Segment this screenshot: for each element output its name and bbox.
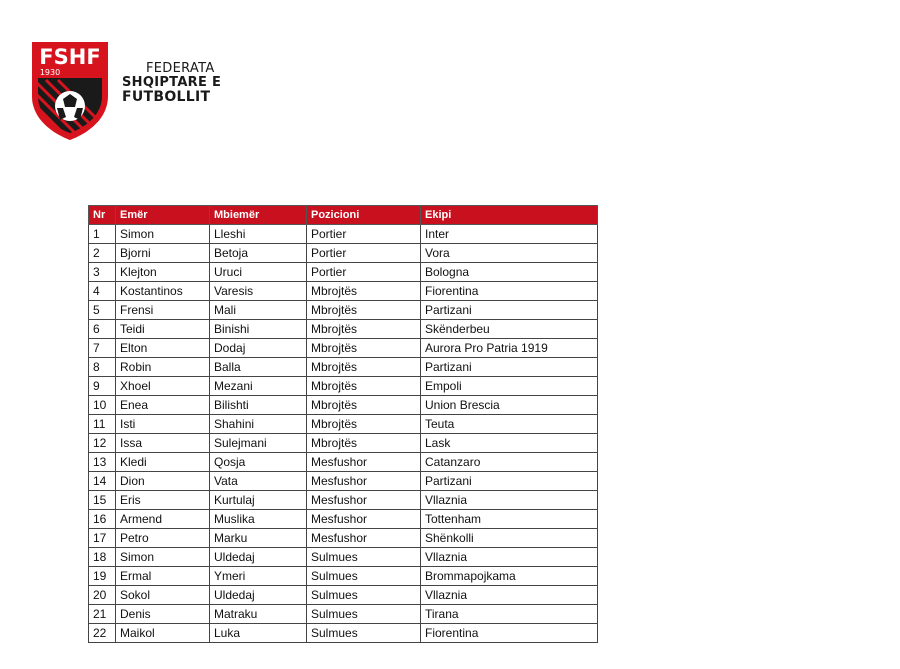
position-cell: Mbrojtës [307, 301, 421, 320]
squad-table [88, 205, 598, 643]
club-cell: Bologna [421, 263, 598, 282]
club-cell: Inter [421, 225, 598, 244]
position-cell: Sulmues [307, 586, 421, 605]
last-name-cell: Matraku [210, 605, 307, 624]
first-name-cell: Ermal [116, 567, 210, 586]
last-name-cell: Sulejmani [210, 434, 307, 453]
position-cell: Mbrojtës [307, 396, 421, 415]
club-cell: Vllaznia [421, 548, 598, 567]
club-cell: Vora [421, 244, 598, 263]
last-name-cell: Mezani [210, 377, 307, 396]
last-name-cell: Ymeri [210, 567, 307, 586]
club-cell: Union Brescia [421, 396, 598, 415]
player-number-cell: 4 [89, 282, 116, 301]
position-cell: Mesfushor [307, 529, 421, 548]
club-cell: Brommapojkama [421, 567, 598, 586]
position-cell: Sulmues [307, 567, 421, 586]
table-row [89, 624, 598, 643]
first-name-cell: Bjorni [116, 244, 210, 263]
position-cell: Mesfushor [307, 510, 421, 529]
column-header-mbiemer: Mbiemër [210, 206, 307, 225]
first-name-cell: Klejton [116, 263, 210, 282]
first-name-cell: Robin [116, 358, 210, 377]
position-cell: Mbrojtës [307, 320, 421, 339]
first-name-cell: Issa [116, 434, 210, 453]
federation-name [122, 62, 221, 104]
table-row [89, 377, 598, 396]
last-name-cell: Kurtulaj [210, 491, 307, 510]
logo-year: 1930 [39, 68, 61, 77]
position-cell: Mbrojtës [307, 415, 421, 434]
table-row [89, 244, 598, 263]
club-cell: Fiorentina [421, 282, 598, 301]
table-row [89, 548, 598, 567]
position-cell: Mbrojtës [307, 434, 421, 453]
player-number-cell: 11 [89, 415, 116, 434]
table-row [89, 434, 598, 453]
club-cell: Tottenham [421, 510, 598, 529]
table-row [89, 396, 598, 415]
club-cell: Fiorentina [421, 624, 598, 643]
last-name-cell: Dodaj [210, 339, 307, 358]
last-name-cell: Uldedaj [210, 586, 307, 605]
player-number-cell: 10 [89, 396, 116, 415]
table-row [89, 605, 598, 624]
player-number-cell: 19 [89, 567, 116, 586]
last-name-cell: Muslika [210, 510, 307, 529]
club-cell: Empoli [421, 377, 598, 396]
first-name-cell: Sokol [116, 586, 210, 605]
last-name-cell: Uruci [210, 263, 307, 282]
position-cell: Mbrojtës [307, 339, 421, 358]
table-row [89, 301, 598, 320]
first-name-cell: Simon [116, 548, 210, 567]
position-cell: Mesfushor [307, 491, 421, 510]
club-cell: Partizani [421, 358, 598, 377]
player-number-cell: 5 [89, 301, 116, 320]
last-name-cell: Marku [210, 529, 307, 548]
first-name-cell: Xhoel [116, 377, 210, 396]
club-cell: Vllaznia [421, 586, 598, 605]
position-cell: Sulmues [307, 605, 421, 624]
player-number-cell: 21 [89, 605, 116, 624]
federation-name-line3: FUTBOLLIT [122, 89, 211, 105]
club-cell: Partizani [421, 301, 598, 320]
club-cell: Catanzaro [421, 453, 598, 472]
player-number-cell: 8 [89, 358, 116, 377]
player-number-cell: 18 [89, 548, 116, 567]
club-cell: Shënkolli [421, 529, 598, 548]
table-row [89, 510, 598, 529]
last-name-cell: Luka [210, 624, 307, 643]
first-name-cell: Petro [116, 529, 210, 548]
position-cell: Mbrojtës [307, 377, 421, 396]
player-number-cell: 22 [89, 624, 116, 643]
first-name-cell: Kostantinos [116, 282, 210, 301]
table-row [89, 339, 598, 358]
logo-text: FSHF [39, 45, 101, 69]
table-row [89, 320, 598, 339]
club-cell: Vllaznia [421, 491, 598, 510]
first-name-cell: Armend [116, 510, 210, 529]
player-number-cell: 17 [89, 529, 116, 548]
last-name-cell: Uldedaj [210, 548, 307, 567]
table-row [89, 491, 598, 510]
last-name-cell: Shahini [210, 415, 307, 434]
fshf-logo [30, 40, 110, 142]
player-number-cell: 20 [89, 586, 116, 605]
position-cell: Portier [307, 225, 421, 244]
player-number-cell: 15 [89, 491, 116, 510]
last-name-cell: Qosja [210, 453, 307, 472]
last-name-cell: Varesis [210, 282, 307, 301]
last-name-cell: Mali [210, 301, 307, 320]
club-cell: Tirana [421, 605, 598, 624]
first-name-cell: Teidi [116, 320, 210, 339]
position-cell: Sulmues [307, 624, 421, 643]
table-row [89, 529, 598, 548]
table-row [89, 415, 598, 434]
player-number-cell: 12 [89, 434, 116, 453]
first-name-cell: Eris [116, 491, 210, 510]
last-name-cell: Vata [210, 472, 307, 491]
position-cell: Portier [307, 263, 421, 282]
player-number-cell: 16 [89, 510, 116, 529]
player-number-cell: 9 [89, 377, 116, 396]
player-number-cell: 2 [89, 244, 116, 263]
federation-name-line1: FEDERATA [146, 61, 215, 76]
position-cell: Mbrojtës [307, 358, 421, 377]
table-row [89, 567, 598, 586]
table-row [89, 453, 598, 472]
player-number-cell: 13 [89, 453, 116, 472]
first-name-cell: Enea [116, 396, 210, 415]
player-number-cell: 1 [89, 225, 116, 244]
table-row [89, 472, 598, 491]
position-cell: Portier [307, 244, 421, 263]
first-name-cell: Dion [116, 472, 210, 491]
last-name-cell: Betoja [210, 244, 307, 263]
table-body [89, 225, 598, 643]
first-name-cell: Frensi [116, 301, 210, 320]
player-number-cell: 3 [89, 263, 116, 282]
first-name-cell: Isti [116, 415, 210, 434]
position-cell: Mbrojtës [307, 282, 421, 301]
column-header-emer: Emër [116, 206, 210, 225]
last-name-cell: Bilishti [210, 396, 307, 415]
table-row [89, 225, 598, 244]
column-header-pozicioni: Pozicioni [307, 206, 421, 225]
table-row [89, 586, 598, 605]
position-cell: Mesfushor [307, 453, 421, 472]
club-cell: Teuta [421, 415, 598, 434]
first-name-cell: Simon [116, 225, 210, 244]
first-name-cell: Kledi [116, 453, 210, 472]
table-row [89, 358, 598, 377]
position-cell: Mesfushor [307, 472, 421, 491]
table-header-row [89, 206, 598, 225]
column-header-ekipi: Ekipi [421, 206, 598, 225]
player-number-cell: 6 [89, 320, 116, 339]
first-name-cell: Denis [116, 605, 210, 624]
club-cell: Skënderbeu [421, 320, 598, 339]
table-row [89, 263, 598, 282]
first-name-cell: Elton [116, 339, 210, 358]
first-name-cell: Maikol [116, 624, 210, 643]
table-row [89, 282, 598, 301]
player-number-cell: 14 [89, 472, 116, 491]
last-name-cell: Binishi [210, 320, 307, 339]
last-name-cell: Lleshi [210, 225, 307, 244]
club-cell: Partizani [421, 472, 598, 491]
club-cell: Lask [421, 434, 598, 453]
club-cell: Aurora Pro Patria 1919 [421, 339, 598, 358]
position-cell: Sulmues [307, 548, 421, 567]
federation-name-line2: SHQIPTARE E [122, 75, 222, 90]
last-name-cell: Balla [210, 358, 307, 377]
column-header-nr: Nr [89, 206, 116, 225]
player-number-cell: 7 [89, 339, 116, 358]
